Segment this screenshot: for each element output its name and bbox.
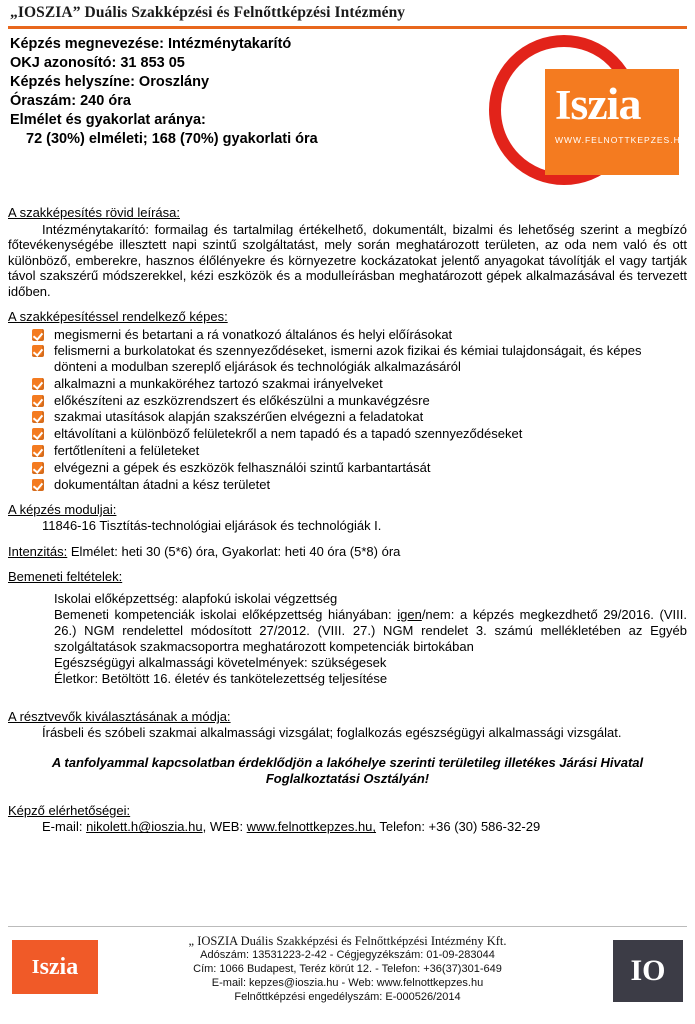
check-icon [32,462,44,474]
list-item [32,460,687,476]
selection-text: Írásbeli és szóbeli szakmai alkalmassági vizsgálat; foglalkozás egészségügyi alkalmassági vizsgálat. [42,725,622,741]
footer-logo [12,940,98,994]
list-item-text: alkalmazni a munkaköréhez tartozó szakmai irányelveket [54,375,383,391]
footer-io-logo: IO [613,940,683,1002]
modules-title: A képzés moduljai: [8,502,117,518]
footer-tax-number: Adószám: 13531223-2-42 - Cégjegyzékszám: 01-09-283044 [200,949,495,961]
entry-competences-pre: Bemeneti kompetenciák iskolai előképzettség hiányában: [54,606,398,622]
selection-section [8,709,687,741]
intensity-label: Intenzitás: [8,543,68,559]
competences-section [8,309,687,492]
list-item [32,376,687,392]
course-hours: Óraszám: 240 óra [10,93,131,109]
module-item: 11846-16 Tisztítás-technológiai eljárások és technológiák I. [42,517,382,533]
footer-license-number: Felnőttképzési engedélyszám: E-000526/2014 [234,991,461,1003]
intensity-text: Elmélet: heti 30 (5*6) óra, Gyakorlat: heti 40 óra (5*8) óra [70,543,401,559]
check-icon [32,411,44,423]
footer-address: Cím: 1066 Budapest, Teréz körút 12. - Telefon: +36(37)301-649 [193,963,502,975]
list-item [32,409,687,425]
competences-title: A szakképesítéssel rendelkező képes: [8,309,228,324]
description-section [8,205,687,299]
check-icon [32,428,44,440]
competences-list [8,327,687,493]
list-item [32,426,687,442]
entry-health: Egészségügyi alkalmassági követelmények: szükségesek [54,654,387,670]
list-item-text: előkészíteni az eszközrendszert és előkészülni a munkavégzésre [54,392,430,408]
check-icon [32,329,44,341]
email-label: E-mail: [42,819,87,835]
check-icon [32,345,44,357]
list-item-text: fertőtleníteni a felületeket [54,443,200,459]
description-text: Intézménytakarító: formailag és tartalmilag értékelhető, dokumentált, bizalmi és lehetőség szerint a megbízó főtevékenységébe illesztett napi szintű szolgáltatást, mely során meghatározott területen, az oda nem való és ott különböző, emberekre, hasznos élőlényekre és környezetre kockázatokat jelentő anyagokat távolítják el vagy tartják távol szakszérű módszerekkel, kézi eszközök és a modulleírásban meghatározott gépek alkalmazásával és tervezett időben. [8,221,687,299]
entry-competences-yes: igen [397,606,422,622]
notice-text: A tanfolyammal kapcsolatban érdeklődjön a lakóhelye szerinti területileg illetékes Járási Hivatal Foglalkoztatási Osztályán! [51,754,644,786]
website-link[interactable]: www.felnottkepzes.hu, [246,819,377,835]
course-location: Képzés helyszíne: Oroszlány [10,74,210,90]
entry-requirements-section [8,569,687,687]
document-header: „IOSZIA” Duális Szakképzési és Felnőttképzési Intézmény [10,4,406,21]
phone-text: Telefon: +36 (30) 586-32-29 [376,819,541,835]
list-item-text: dokumentáltan átadni a kész területet [54,476,271,492]
logo-letter-i: I [555,83,571,129]
entry-requirements-title: Bemeneti feltételek: [8,569,123,585]
list-item-text: eltávolítani a különböző felületekről a nem tapadó és a tapadó szennyeződéseket [54,426,523,442]
footer-company-details [118,934,577,1004]
header-divider [8,26,687,29]
footer-logo-letter-i: I [31,955,40,978]
course-info [8,35,480,149]
selection-title: A résztvevők kiválasztásának a módja: [8,708,231,724]
ioszia-logo [483,33,688,193]
intensity-section [8,544,687,560]
course-ratio-label: Elmélet és gyakorlat aránya: [10,112,206,128]
description-title: A szakképesítés rövid leírása: [8,205,180,220]
check-icon [32,378,44,390]
course-okj-id: OKJ azonosító: 31 853 05 [10,55,185,71]
entry-education: Iskolai előképzettség: alapfokú iskolai végzettség [54,590,338,606]
list-item [32,443,687,459]
web-label: , WEB: [202,819,247,835]
entry-age: Életkor: Betöltött 16. életév és tankötelezettség teljesítése [54,670,388,686]
list-item [32,477,687,493]
footer-email-web: E-mail: kepzes@ioszia.hu - Web: www.felnottkepzes.hu [211,977,484,989]
contact-details [8,819,687,835]
footer-logo-word-szia: szia [39,953,79,980]
list-item [32,343,687,375]
logo-text [555,78,688,145]
modules-section [8,502,687,534]
footer-company-name: „ IOSZIA Duális Szakképzési és Felnőttképzési Intézmény Kft. [188,934,507,948]
footer-divider [8,926,687,927]
logo-word-szia: szia [570,78,641,129]
check-icon [32,395,44,407]
course-name: Képzés megnevezése: Intézménytakarító [10,36,292,52]
list-item-text: elvégezni a gépek és eszközök felhasználói szintű karbantartását [54,459,431,475]
check-icon [32,479,44,491]
check-icon [32,445,44,457]
course-summary-block [8,35,687,195]
list-item-text: szakmai utasítások alapján szakszérűen elvégezni a feladatokat [54,409,424,425]
email-link[interactable]: nikolett.h@ioszia.hu [86,819,203,835]
list-item-text: megismerni és betartani a rá vonatkozó általános és helyi előírásokat [54,326,453,342]
contact-title: Képző elérhetőségei: [8,802,131,818]
contact-section [8,803,687,835]
entry-competences [8,607,687,655]
logo-website: WWW.FELNOTTKEPZES.HU [555,135,688,145]
list-item-text: felismerni a burkolatokat és szennyeződéseket, ismerni azok fizikai és kémiai tulajdonságait, és képes dönteni a modulban szereplő eljárások és technológiák alkalmazásáról [54,343,642,375]
list-item [32,327,687,343]
list-item [32,393,687,409]
entry-competences-post: /nem: a képzés megkezdhető 29/2016. (VIII. 26.) NGM rendelettel módosított 27/2012. (VIII. 27.) NGM rendelet 3. számú mellékletében az Egyéb szolgáltatások szakmacsoportra meghatározott kompetenciák birtokában [54,606,687,654]
document-footer [8,934,687,1020]
course-ratio-value: 72 (30%) elméleti; 168 (70%) gyakorlati óra [26,131,318,147]
